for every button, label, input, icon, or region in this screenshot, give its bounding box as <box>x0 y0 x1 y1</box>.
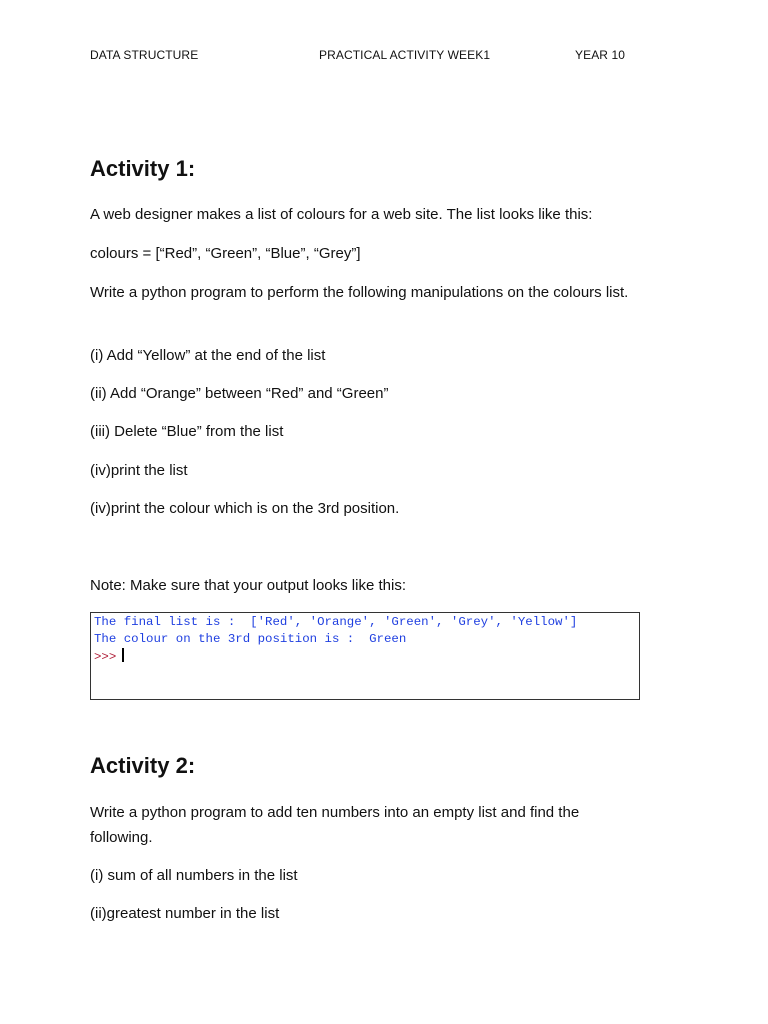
header-subject: DATA STRUCTURE <box>90 48 199 62</box>
activity1-note: Note: Make sure that your output looks like this: <box>90 577 406 594</box>
activity1-task: Write a python program to perform the following manipulations on the colours list. <box>90 284 629 301</box>
header-activity: PRACTICAL ACTIVITY WEEK1 <box>319 48 491 62</box>
output-prompt-line <box>94 648 636 666</box>
output-sample-box <box>90 612 640 700</box>
header-year: YEAR 10 <box>575 48 626 62</box>
output-line-final-list: The final list is : ['Red', 'Orange', 'Green', 'Grey', 'Yellow'] <box>94 615 578 629</box>
activity1-list-definition: colours = [“Red”, “Green”, “Blue”, “Grey”] <box>90 245 361 262</box>
activity1-step-2: (ii) Add “Orange” between “Red” and “Green” <box>90 385 389 402</box>
activity1-step-1: (i) Add “Yellow” at the end of the list <box>90 347 326 364</box>
python-prompt: >>> <box>94 650 117 664</box>
activity1-step-5: (iv)print the colour which is on the 3rd position. <box>90 500 400 517</box>
activity1-step-3: (iii) Delete “Blue” from the list <box>90 423 284 440</box>
text-cursor <box>122 648 124 662</box>
output-line-third-colour: The colour on the 3rd position is : Green <box>94 632 407 646</box>
activity2-title: Activity 2: <box>90 753 196 778</box>
activity2-task: Write a python program to add ten numbers into an empty list and find the following. <box>90 804 580 846</box>
activity1-intro: A web designer makes a list of colours for a web site. The list looks like this: <box>90 206 593 223</box>
activity1-title: Activity 1: <box>90 156 196 181</box>
activity2-step-2: (ii)greatest number in the list <box>90 905 280 922</box>
activity1-step-4: (iv)print the list <box>90 462 188 479</box>
activity2-step-1: (i) sum of all numbers in the list <box>90 867 298 884</box>
